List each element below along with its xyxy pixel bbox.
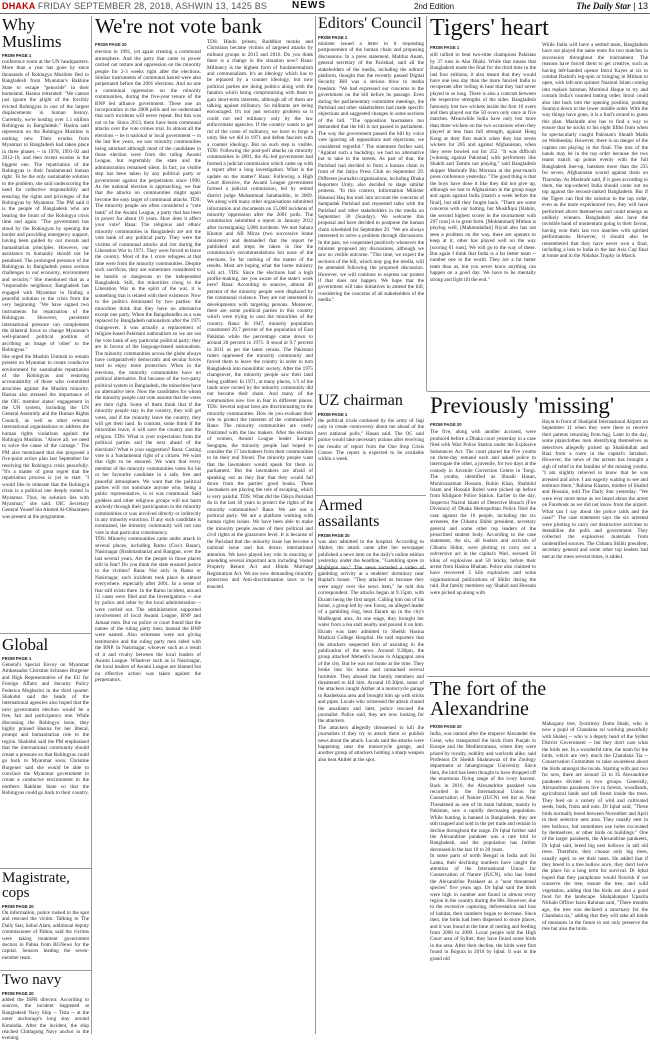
article-headline[interactable]: Editors' Council bbox=[318, 15, 422, 32]
article-body-column-2: Hayat in front of Shahjalal International Airport on September 11 when they were there to receive their parents returning from hajj. Later in the day, some plainclothes men identifying themselves as detectives allegedly picked up Shahidullah and Riaz from a room in the capital's Jatrabari. However, the news of the arrests has brought a sigh of relief to the families of the missing youths. "I am slightly relieved to know that he was arrested and alive. I am eagerly waiting to see and embrace them," Rahima Khatun, mother of Shahid and Hossain, told The Daily Star yesterday. "We were ever more tense as we heard about the arrest on Facebook as we did not know from the airport. What can I say about the police raids and the case?" The case statement says the six arrested were plotting to carry out destructive activities to destabilise the polls and government. They collected the explosives materials from unidentified sources. The Chhatra Shibir president, secretary general and some other top leaders had met at the mess several times, it added. bbox=[542, 419, 648, 560]
masthead-paper: DHAKA bbox=[2, 1, 36, 11]
article-jump-line: FROM PAGE 1 bbox=[430, 45, 460, 50]
article-headline[interactable]: Armed assailants bbox=[318, 497, 380, 530]
article-jump-line: FROM PAGE 1 bbox=[318, 412, 348, 417]
article-headline[interactable]: Previously 'missing' bbox=[430, 393, 614, 418]
article-body-column-1 bbox=[430, 419, 536, 596]
column-rule bbox=[315, 16, 316, 391]
article-body: conference room at the UN headquarters. More than a year has gone by since thousands of Rohingya Muslims fled to Bangladesh from Myanmar's Rakhine State to escape "genocide" in their homeland. Hasina reiterated: "We cannot just ignore the plight of the forcibly evicted Rohingyas in one of the largest displacements in human history. Currently, we're hosting over 1.1 million Rohingyas in Bangladesh." Hasina said repression on the Rohingya Muslims is nothing new. Their exodus from Myanmar to Bangladesh had taken place in three phases -- in 1978, 1991-92 and 2012-16, and then recent exodus is the biggest one. The repatriation of the Rohingyas is their fundamental human right. To be the only sustainable solution to the problem, she said underscoring the need for collective responsibility and ensuring the rights and privileges of the Rohingyas by Myanmar. The PM said it is the people of Bangladesh who are bearing the brunt of the Rohingya crisis time and again. "The government has stood by the Rohingyas by opening the border and providing emergency support, having been guided by our morals and humanitarian principles. However, our assistance to humanity should not be penalised. The prolonged presence of the Rohingyas in Bangladesh poses serious challenges to our economy, environment and security." She mentioned that as a "responsible neighbour, Bangladesh has engaged with Myanmar in finding a peaceful solution to the crisis from the very beginning. "We have signed two instruments for repatriation of the Rohingyas. However, persistent international pressure can complement the bilateral focus to change Myanmar's well-planned political position of ascribing an image of 'other' to the Rohingyas." bbox=[2, 59, 89, 354]
section-rule bbox=[427, 391, 650, 392]
article-jump-line: FROM PAGE 20 bbox=[430, 422, 462, 427]
article-body: still rallied to beat two-time champions Pakistan by 37 runs in Abu Dhabi. While that means that Bangladesh made the final for the third time in the last four editions, it also meant that they would have one less day than the more fancied India to recuperate after toiling in heat that they had never played in so long. There is also a contrast between the respective strengths of the sides. Bangladesh famously lost two wickets inside the first 10 overs and then played out the 50 overs only once in five matches. Meanwhile India have only lost more than three wickets on the two occasions when they played at less than full strength, against Hong Kong at their first match when they lost seven wickets for 285 and against Afghanistan, when they were bowled out for 252. "It was difficult [winning against Pakistan] with performers like Shakib and Tamim not playing," said Bangladesh skipper Mashrafe Bin Mortaza at the post-match press conference yesterday. "The good thing is that the boys have done it like they did not give up, although we lost to Afghanistan in the group stage and again against India [match a week before the final], but still they fought back. "There are some concerns with our batting, but Mushfiqur [Rahim, the second highest scorer in the tournament with 297 runs] is in great form. [Mohammad] Mithun is playing well, [Mahmudullah] Riyad also has not seen a problem on the way, there are openers to keep at it, other has played well on the way [scoring 61 runs]. We will go to the way of these. But again I think that India is a far better team -- number one in the world. They are a far better team than us, but you never know anything can happen on a good day. We have to be mentally strong and fight till the end." bbox=[430, 52, 536, 283]
article-headline[interactable]: Why Muslims bbox=[2, 15, 62, 51]
masthead-date: FRIDAY SEPTEMBER 28, 2018, ASHWIN 13, 1425 BS bbox=[37, 1, 268, 11]
article-headline[interactable]: Magistrate, cops bbox=[2, 870, 70, 901]
article-body: On information, police rushed to the spot and rescued the victim. Talking to The Daily Star, Sohul Alam, additional deputy commissioner of Pabna, said the victims were taking treatment government doctors in Pabna from BGNews for the capital. Sensors leading the seven-member team. bbox=[2, 910, 89, 961]
article-previously-missing bbox=[430, 394, 648, 674]
article-jump-line: FROM PAGE 1 bbox=[2, 53, 32, 58]
article-body: added the ISPR director. According to sources, the incident happened at Bangladesh Navy Ship -- Tista -- at the outer anchorage's long stay around Kutubdia. After the incident, the ship reached Chittagong Navy anchor in the evening. bbox=[2, 997, 89, 1042]
article-body-column-1 bbox=[430, 42, 536, 283]
article-headline[interactable]: We're not vote bank bbox=[95, 14, 263, 38]
article-body: India, was named after the emperor Alexander the Great, who transported the birds from Punjab to Europe and the Mediterranean, where they were prized by royalty, nobility and warlords alike, said Professor Dr Sheikh Shahnawaz of the Zoology department at Jahangirnagar University. Since then, the bird has been thought to have dropped off the enormous flying range of the ivory harvest. Back in 2016, the Alexandrine parakeet was recorded in the International Union for Conservation of Nature (IUCN) red list as Near Threatened as one of its main habitats, mainly in Pakistan, saw a rapidly decreasing population. While hunting is banned in Bangladesh, they are still trapped and sold in the pet trade and remain in decline throughout the range. Dr Iqbal further said the Alexandrine parakeet was a rare bird in Bangladesh, and the population has further decreased in the last 10 to 20 years. bbox=[430, 731, 536, 853]
article-body: In some parts of north Bengal in India and Sri Lanka, their declining numbers have caught the attention of the International Union for Conservation of Nature (IUCN), who has listed the Alexandrine Parakeet as a "near threatened species" five years ago. Dr Iqbal said the birds were high in number and found in almost every region in the country during the 80s. However, due to the excessive capturing, deforestation and loss of habitat, their numbers began to decrease. Since then, the birds had been dispersed to more places, and it was found at the time of nesting and feeding from 2006 to 2009. Local people told the High Court area of Sylhet, they have found some birds in the area. After their decline, the birds were first found in Bogura in 2010 by Iqbal. It was in the grand old bbox=[430, 853, 536, 962]
article-body: She urged the Muslim Ummah to remain present on Myanmar to create conducive environment for sustainable repatriation of the Rohingyas and restoring accountability of those who committed atrocities against the Muslim minority. Hasina also stressed the importance of the OIC member states' engagement in the UN system, including the UN General Assembly and the Human Rights Council, as well as other relevant international organisations to address the human rights violations against the Rohingya Muslims. "Above all, we need to solve the cause of the carnage." The PM also mentioned that she proposed a five-point action plan last September for resolving the Rohingya crisis peacefully. "It's a matter of great regret that the repatriation process is yet to start. "I would like to reiterate that the Rohingya crisis is a political one deeply rooted in Myanmar. Thus, its solution lies with Myanmar," she said. OIC Secretary General Yousef bin Ahmed Al-Othaimeen was present at the programme. bbox=[2, 353, 89, 520]
article-jump-line: FROM PAGE 20 bbox=[95, 42, 127, 47]
section-rule bbox=[0, 868, 91, 869]
article-fort-alexandrine bbox=[430, 679, 648, 1034]
article-jump-line: FROM PAGE 20 bbox=[2, 991, 34, 996]
article-jump-line: FROM PAGE 20 bbox=[318, 533, 350, 538]
article-editors-council bbox=[318, 16, 424, 389]
masthead-dateline bbox=[2, 1, 267, 11]
article-global bbox=[2, 636, 89, 866]
article-vote-bank bbox=[95, 16, 313, 1034]
article-body: The five, along with another accused, were produced before a Dhaka court yesterday in a case filed with Wari Police Station under the Explosive Substances Act. The court placed the five youths on three-day remand each and asked police to interrogate the other, a juvenile, for two days at the custody in Juvenile Correction Centre in Tongi. The youths, identified as Shoaib Hasan, Moniruzzaman Hossain, Robin Khan, Shahidul Islam and Hossain Rubel were picked up before from Khilgaon Police Station. Earlier in the day, Inspector Nazrul Islam of Detective Branch (Fire Division) of Dhaka Metropolitan Police filed the case against the 16 people, including the six arrestees, the Chhatra Shibir president, secretary general and some other top leaders of the proscribed student body. According to the case statement, the six, all leaders and activists of Chhatra Shibir, were plotting to carry out a subversive act in the capital's Wari, secured 50 kilos of explosives and 50 bricks, before their arrest from Hasina Bhaban. Police also claimed to have recovered 5 kilo explosives and some organisational publications of Shibir during the raid. But family members say Shahid and Hossain were picked up along with bbox=[430, 429, 536, 596]
article-jump-line: FROM PAGE 1 bbox=[2, 656, 32, 661]
section-rule bbox=[316, 495, 426, 496]
article-body: TDS: Minority communities came under attack in several places, including Ramu (Cox's Bazar), Nasirnagar (Brahmanbaria) and Rangpur, over the last several years. Are the people in those places still in fear? Do you think the state ensured justice to the victims? Rana: Not only in Ramu or Nasirnagar, such incidents took place in almost everywhere, especially after 2001. In a sense of fear still exists there. In the Ramu incident, around 15 cases were filed and the investigations -- one by police and other by the local administration -- were carried out. The administration supported involvement of local Awami League, BNP and Jamaat men. But no police or court found that the names of the ruling party men; instead the BNP were named. Also witnesses were not giving testimonies and the ruling party men sided with the BNP. In Nasirnagar, whoever such as a result of it and rivalry between the local leaders of Awami League. Whatever such as in Nasirnagar, the local leaders of Awami League are blamed but no effective action was taken against the perpetrators. bbox=[95, 536, 201, 684]
article-tigers-heart bbox=[430, 16, 648, 389]
article-headline[interactable]: Tigers' heart bbox=[430, 15, 549, 41]
section-rule bbox=[0, 970, 91, 971]
masthead-brand-page: The Daily Star | 13 bbox=[576, 1, 648, 11]
article-jump-line: FROM PAGE 20 bbox=[430, 724, 462, 729]
article-body-column-1 bbox=[95, 39, 201, 684]
masthead-brand: The Daily Star bbox=[576, 1, 631, 11]
masthead bbox=[0, 0, 650, 14]
page-number: 13 bbox=[637, 1, 648, 11]
article-jump-line: FROM PAGE 20 bbox=[2, 904, 34, 909]
article-headline[interactable]: The fort of the Alexandrine bbox=[430, 678, 547, 720]
article-uz-chairman bbox=[318, 393, 424, 493]
article-headline[interactable]: Global bbox=[2, 635, 49, 654]
column-rule bbox=[426, 16, 427, 391]
article-armed-assailants bbox=[318, 498, 424, 1034]
article-body: General's Special Envoy on Myanmar Ambassador Christine Schraner Burgener and High Representative of the EU for Foreign Affairs and Security Policy Federica Mogherini in the third quarter. Shahidul said the heads of the international agencies also hoped that the next government election would be a free, fair and participatory one. While discussing the Rohingya issue, they highly praised Hasina for her liberal, prompt and humanitarian role to the region. Shahidul said the PM emphasised that the international community should create a pressure so that Rohingyas could go back to Myanmar soon. Christine Burgener said she would be able to convince the Myanmar government to create a conducive environment in the northern Rakhine State so that the Rohingyas could go back to their country. bbox=[2, 662, 89, 797]
column-rule bbox=[315, 391, 316, 1034]
masthead-edition: 2nd Edition bbox=[414, 2, 455, 11]
article-headline[interactable]: UZ chairman bbox=[318, 392, 403, 409]
article-body: The attackers allegedly threatened to kill the journalists if they try to attack them or publish news about the attack. Locals said the attacks were happening near the motorcycle garage, and another group of attackers holding a sharp weapon also beat Akther at the spot. bbox=[318, 724, 424, 763]
article-body-column-1 bbox=[430, 721, 536, 962]
masthead-section: NEWS bbox=[292, 0, 326, 11]
article-body-column-2: While India will have a settled team, Bangladesh have not played the same team for two matches in succession throughout the tournament. The reasons have forced them to get creative, such as having left-handed opener Imrul Kayes at six to combat Rashid's leg-spin or bringing in Mithun to open, with left-arm spinner Nazmul Islam coming into replace batsman Mominul Haque to try and contain India's vaunted batting order. Imrul could also slot back into the opening position, pushing Soumya down to the lower middle order. With the way things have gone, it is a fool's errand to guess this plan. Mashrafe also has to find a way to ensure that he sticks to his eight fifths from when he spectacularly caught Pakistan's Shoaib Malik on Wednesday. However, there is no danger of the captain not playing in the final. The toss of the hands may be in the top order because the two teams match up points evenly with the full Bangladesh line-up, batsmen more than the 235 for seven, Afghanistan scored against them on Thursday. As Mashrafe said, if it goes according to them, the top-ordered India should come out on top against the second-ranked Bangladesh. But if the Tigers can find the solution to the top order, even as the more experienced two, they will have performed above themselves and could emerge as unlikely winners. Bangladesh also have the invisible hand of momentum going in their favour, having won their last two matches with spirited performances. However, it should also be remembered that they have never won a final, including a loss to India in the last Asia Cup final at home and in the Nidahas Trophy in March. bbox=[542, 42, 648, 260]
article-magistrate-cops bbox=[2, 871, 89, 968]
article-two-navy bbox=[2, 972, 89, 1042]
article-body: was also admitted to the hospital. According to Akther, the attack came after her newspaper published a news item on the daily's online edition yesterday under the headline, "Gambling spree in Majhigon too." The news included a video of gambling activity at a students' dormitory near Ruplal's house. "They attacked us because they were angry over the news item," he told this correspondent. The attacks began at 9.15pm, with Ekram being the first target. Calling him out of his home, a group led by one Faruq, an alleged leader of a gambling ring, beat Ekram up in the city's Madhugeni area. At one stage, they brought her water from a tea stall nearby and poured it on him. Ekram was later admitted to Sheikh Hasina Medical College Hospital. He told reporters that the attackers suspected him of assisting in the publication of the news. Around 9.30pm, the group attacked Mehedi's house in Alapgapni area of the city. But he was not home at the time. They broke into his home and ransacked several furniture. They abused the family members and threatened to kill him. Around 10.30pm, some of the attackers caught Akther at a motorcycle garage in Rasheksna area and brought him up with sticks and pipes. Locals who witnessed the attack chased the assailants and later, police rescued the journalist. Police said, they are now looking for the attackers. bbox=[318, 539, 424, 725]
article-body: minister issued a letter to it requesting postponement of the human chain and proposing discussions. In a press statement, Mahfuz Anam, general secretary of the Parishad, said all the stakeholders of the media, including the editors' platform, thought that the recently passed Digital Security Bill was a serious blow to media freedom. "We had expressed our concerns to the government on the bill before its passage. Even during the parliamentary committee meetings, the Parishad and other stakeholders had made specific objections and suggested changes in some sections of the bill. "The opposition lawmakers too demanded that the bill is not passed in parliament. The way the government passed the bill by voice vote ignoring all oppositions and objections, we considered regretful." The statement further said, "Against such a backdrop, we had no alternative but to take to the streets. As part of that, the Parishad had decided to form a human chain in front of the Jatiya Press Club on September 29. Different journalist organisations, including Dhaka Reporters Unity, also decided to stage similar protests. "In this context, Information Minister Hasanul Haq Inu took into account the concerns of Sampadak Parishad and requested talks with the Parishad and other stakeholders in the media on September 30 (Sunday). We welcome this proposal and have decided to postpone the human chain scheduled for September 29. "We are always interested to solve a problem through discussions. In the past, we cooperated positively whenever the minister proposed any discussions, although we saw no visible outcome. "This time, we expect the sections of the bill, which may gag the media, will be amended following the proposed discussion. However, we will continue to express our protest if that does not happen. We hope that the government will take initiatives to amend the bill, considering the concerns of all stakeholders of the media." bbox=[318, 41, 424, 304]
article-body: election in 1991, yet again creating a communal atmosphere. And the party that came to power carried out torture and oppression on the minority people for 2-3 weeks right after the elections. Similar instruments of communal hatred were also perpetrated before the 2001 elections. And no one a communal oppression on the minority communities, during the five-year tenure of the BNP led alliance government. These one an incorporation in the 2008 polls and we understand that such incidents will never repeat. But this was not to be. Since 2013, there have been communal attacks over the vote crimes trial. In almost all the elections -- be it national or local government -- in the last few years, we saw minority communities being attacked although most of the candidates in those election were from the ruling Awami League, but regrettably the state and the administration remained silent. In fact, no visible step has been taken by any political party or government against the perpetrators since 1990. As the national election is approaching, we fear that the attacks on communities might again become the easy target of communal attacks. TDS: The minority people are often considered a "vote bank" of the Awami League, a party that has been in power for about 10 years. How does it affect your vote? Rana: The religious and ethnic minority communities in Bangladesh are not the vote bank of any political party. They were the victims of communal attacks and riot during the Liberation War in 1971. They were forced to leave the country. Most of the 1 crore refugees at that time were from the minority communities. Despite such sacrifices, they are sometimes considered to be hostile or dangerous to the independent Bangladesh. Still, the minorities clung to the Liberation War in the spirit of the war, it is something that is related with their existence. Now to the politics dominated by two parties: the minorities think that they have no alternative except one party. When the Bangabandhu as a was replaced by Bangladesh nationalism after the 1975 changeover, it was actually a replacement of religion-based Pakistani nationalism so we are not the vote bank of any particular political party; they are in favour of the language-based nationalism. The minority communities across the globe always have comparatively democratic and secular forces tend to enjoy more protection. When in the elections, the minority communities have no political alternative. But because of the two-party political system in Bangladesh, the minorities have no alternative here. Now the candidates for whom the minority people cast vote assume that the votes are their right. Some of them think that if the minority people stay in the country, they will get votes, and if the minority leave the country, they will get their land. In contrast, some think if the minorities leave, it will save the country and the religion. TDS: What is your expectation from the political parties and the next ahead of the elections? What is your suggestion? Rana: Casting vote is a fundamental right of a citizen. We want that right to be ensured. We want that every member of the minority communities votes for his or her favourite candidate in a safe, free and peaceful atmosphere. We want that the political parties will not nominate anyone who, being a public representative, is or was communal. Said goddess and other religious groups will not harm anybody through their participation in the minority communities or was involved directly or indirectly in any minority extortion. If any such candidate is nominated, the minority community will not cast vote in that particular constituency. bbox=[95, 49, 201, 536]
section-rule bbox=[0, 633, 91, 634]
article-body-column-2: Mahogany tree, Jyotirmoy Dutta Shahi, who is now a pupil of Chandana rai working peacefully with Shahej -- who is a deputy head of the Sylhet District Government -- but they don't care what the birds are. In a wonderful time, the team for the birds, which are very much the Chandana Tia -- Conservation Committee to raise awareness about the birds amongst the locals. Starting with just two for now, there are around 33 to 35 Alexandrine parakeets divided in two groups. Generally, Alexandrine parakeets live in forests, woodlands, agricultural lands and tall forest inside the trees. They feed on a variety of wild and cultivated seeds, buds, fruits and nuts. Dr Iqbal said, "These birds normally breed between November and April in their selective nest area. They usually nest in tree hollows, but sometimes use holes excavated by themselves, or other birds on buildings." One of the larger parakeets, the Alexandrine parakeets, Dr Iqbal said, breed big nest hollows in tall old trees. Therefore, they choose only big trees, usually aged, to set their nests. He added that if they breed in a tree hollow once, they don't leave the place for a long term for survival. Dr Iqbal hoped that they paraphrase would flourish if we conserve the tree, ensure the tree, and wild vegetation, adding that the birds are also a good food for the landscape. Shahjahanpur Upazila Nirbahi Officer Isaru Rahman said, "There months ago, the tree was declared a sanctuary for the Chandana tia," adding that they will take all kinds of measures in the future to not only preserve the tree but also the birds. bbox=[542, 721, 648, 932]
article-body: the political rivals cordoned by the army of Jagi only to create controversy about me ahead of the next national polls," Hasan said. The OC said police would take necessary actions after receiving the results of report from the One Stop Crisis Centre. The report is expected to be available within a week. bbox=[318, 418, 424, 463]
article-why-muslims bbox=[2, 16, 89, 631]
article-jump-line: FROM PAGE 1 bbox=[318, 35, 348, 40]
article-body-column-2: TDS: Hindu priests, Buddhist monks and Christians became victims of targeted attacks by militant groups in 2015 and 2016. Do you think there is a change in the situation now? Rana: Militancy is the highest form of fundamentalism and communalism. It's an ideology which has to be replaced by a counter ideology, but now political parties are doing politics along with the fanatics which being compromising with them to gain short-term interests, although all of them are talking against militancy. So militants are being encouraged. It's not just security problem so it could not end militancy only by the law enforcement agencies. If the country wants to get rid of the curse of militancy, we have to forge a unity like we did in 1971 and defeat fascism with a counter ideology. But no such step is visible. TDS: Following the post-poll attacks on minority communities in 2001, the AL-led government had formed a judicial commission which came up with a report after a long investigation. What is the update on the matter? Rana: Following a High Court directive, the Awami League government formed a judicial commission, led by retired district judge Mohammad Sahabuddin, in 2009. We along with many other organisations submitted information and documents on 15,000 incidents of minority oppression after the 2001 polls. The commission submitted a report in January 2012 after investigating 5,000 incidents. We met Sahara Khatun and AB Mirza (two successive home ministers) and demanded that the report be published and steps be taken in line the commission's recommendations but none of the elections. So far nothing of the matter of the results. Most are hoping what the home ministry will act. TDS: Since the elections had a high profile-making, are you aware of the state's work here? Rana: According to sources, almost 40 percent of the minority people were displaced by the communal violence. They are not interested in developments with targeting persons. Moreover, there are some political parties in this country which were trying to oust the minorities of the country. Rana: In 1947, minority population constituted 29.7 percent of the population of East Pakistan while the percentage came down to around 20 percent in 1971. It stood at 9.7 percent in 2011 as per the latest census. The Pakistani rulers oppressed the minority community and forced them to leave the country in order to turn Bangladesh into monolithic society. After the 1975 changeover, the minority people saw their land being grabbed. In 1971, at many places, 1/3 of the lands once owned by the minority community did not become their share. And many of the communities now live in fear in different places. TDS: Several unjust laws are discriminating to the minority communities. How do you evaluate their role to protect the interests of the communities? Rana: The minority communities are vastly frustrated with the law makers. After the election of women, Awami League leader Suranjit Sengupta, the minority people had hoped to consider the 17 lawmakers from their communities to be their real friend. The minority people want that the lawmakers would speak for them in parliament. But the lawmakers are afraid of speaking out as they fear that they would fall down from the parties' good books. These lawmakers are playing the role of escaping, which is very painful. TDS: What did the Oikya Parishad do in the last 30 years to protect the rights of the minority communities? Rana: We are not a political party. We are a platform working with human rights issues. We have been able to make the minority people aware of their political and civil rights at the grassroots level. It is because of the Parishad that the minority issue has become a national issue and has drawn international attention. We have played key role in enacting or amending several important acts including Vested Property Return Act and Hindu Marriage Registration Act. We are now demanding minority protection and Anti-discrimination laws to be enacted. bbox=[207, 39, 313, 590]
column-rule bbox=[91, 16, 92, 1034]
article-headline[interactable]: Two navy bbox=[2, 972, 62, 988]
section-rule bbox=[427, 676, 650, 677]
